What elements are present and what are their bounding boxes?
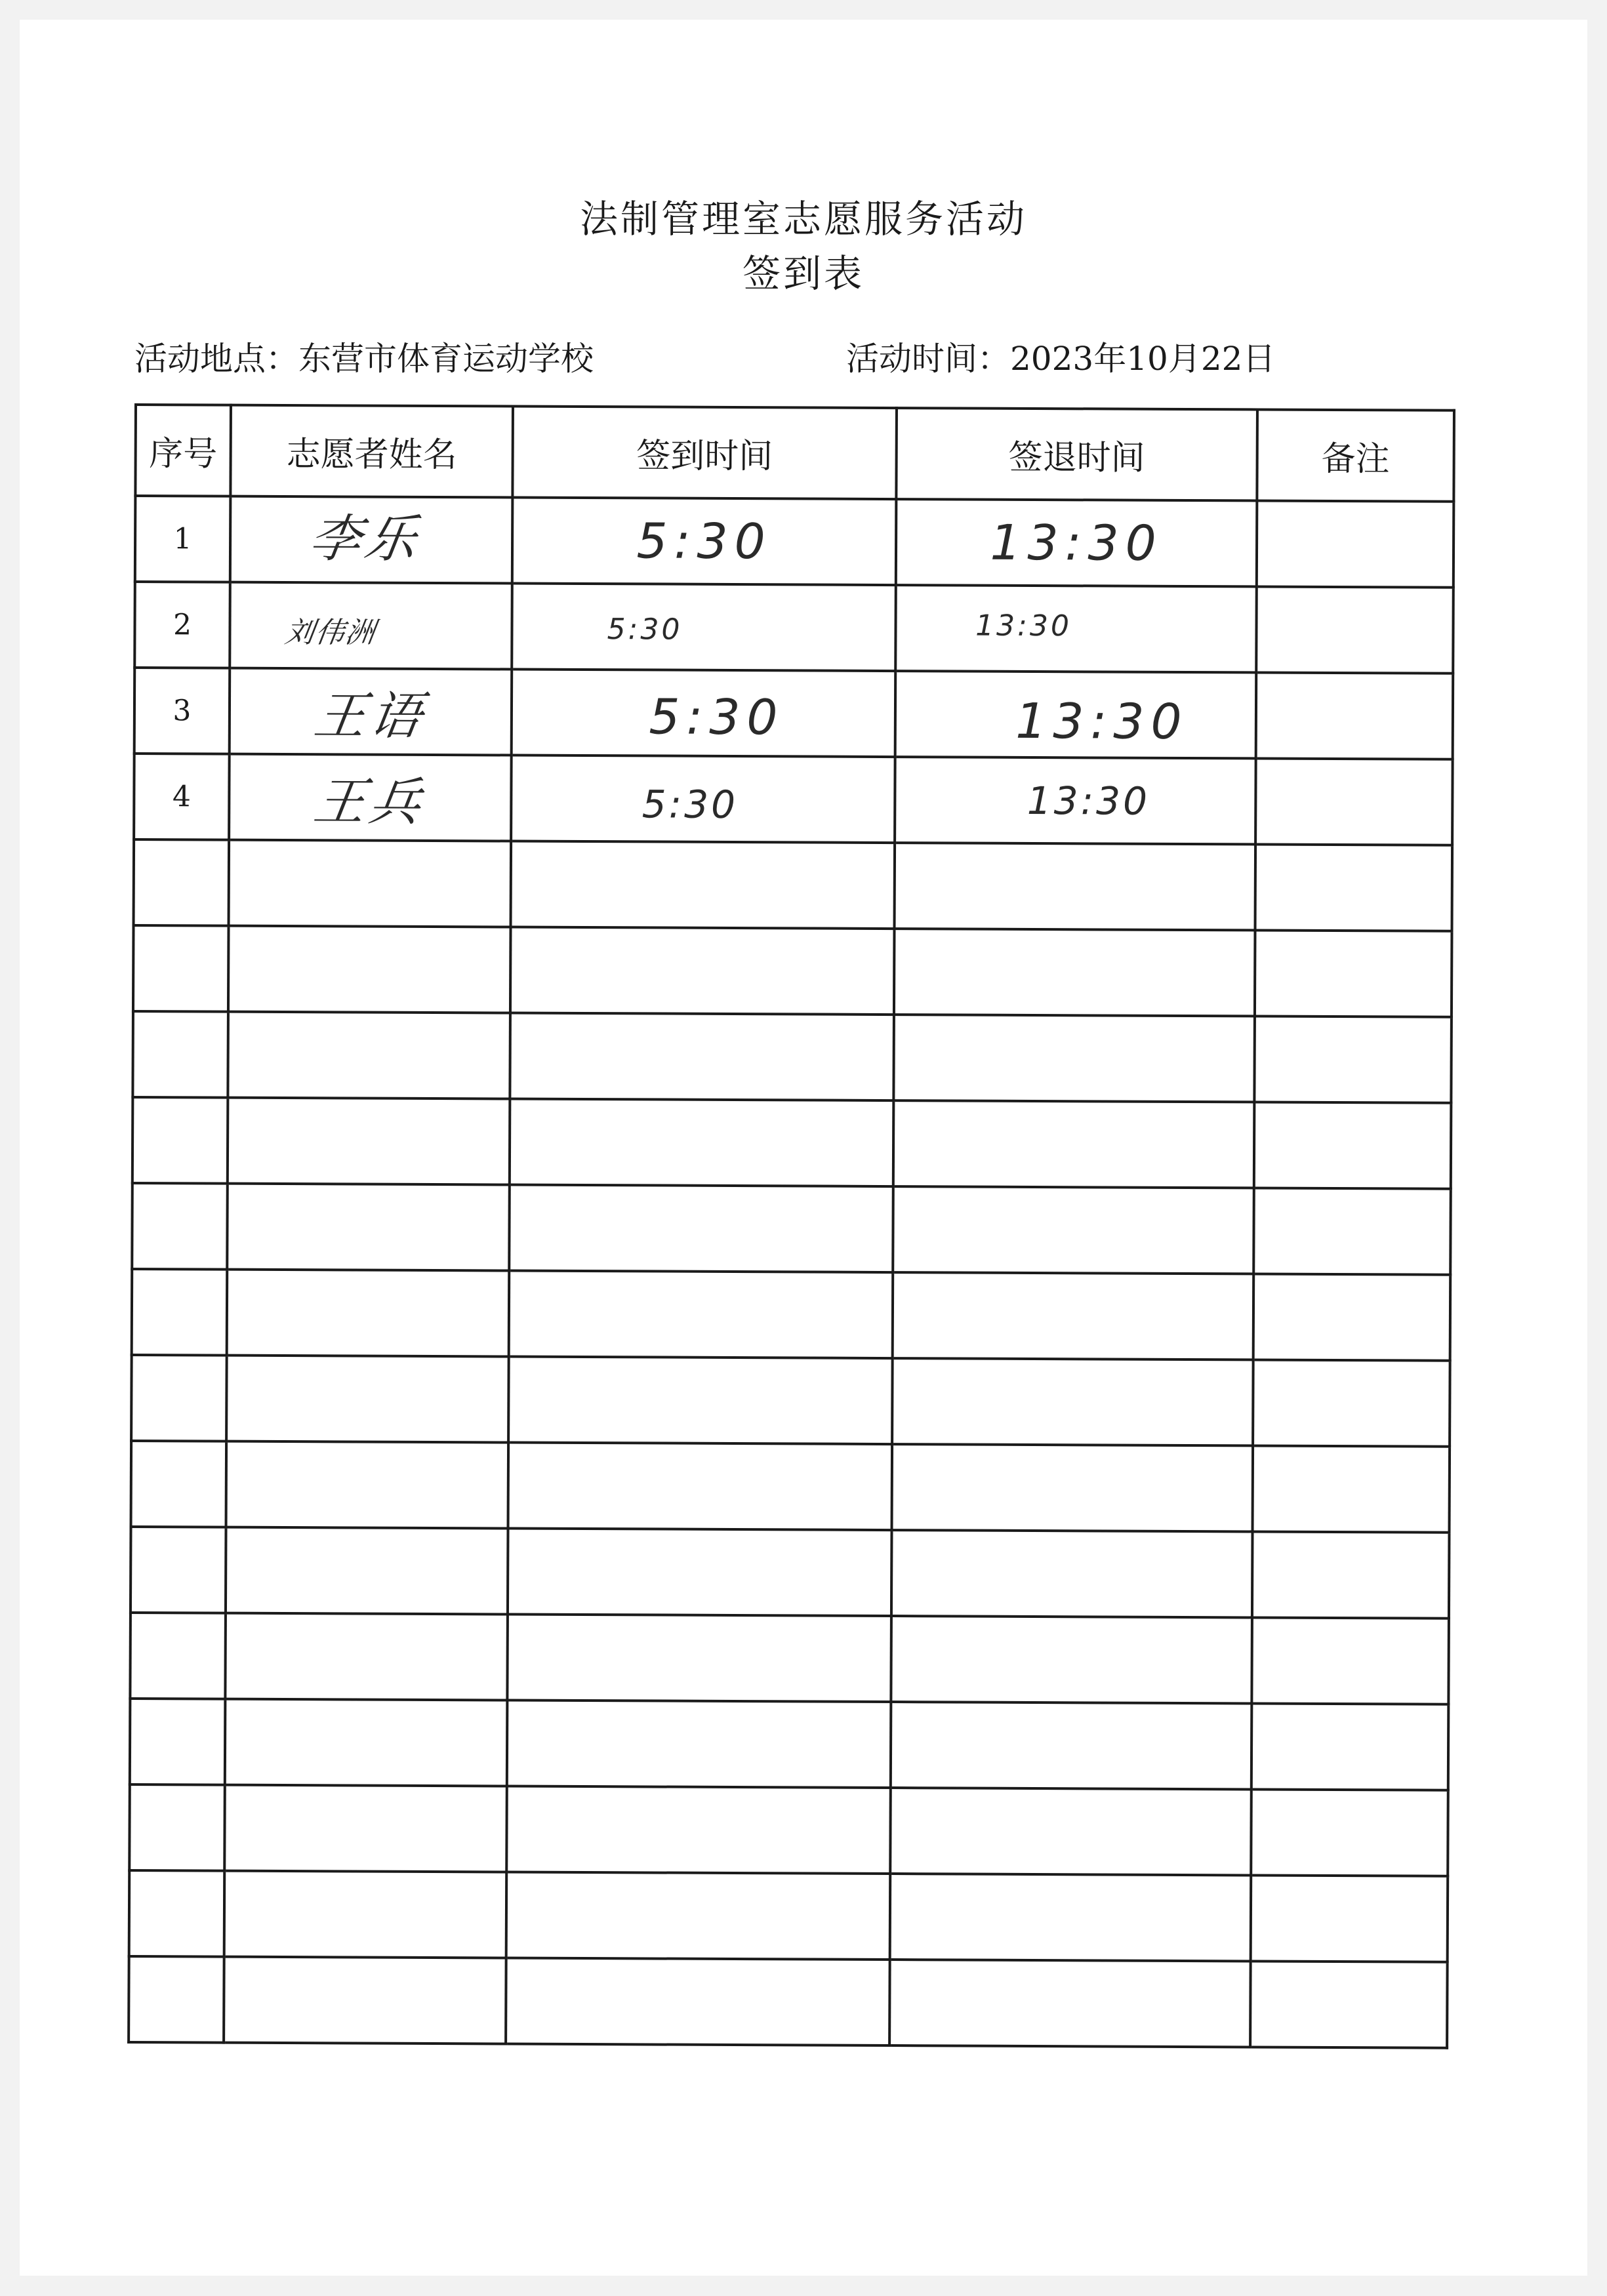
column-header-checkout: 签退时间 xyxy=(896,408,1257,500)
page-subtitle: 签到表 xyxy=(742,251,865,296)
empty-cell xyxy=(229,840,512,927)
handwritten-checkin: 5:30 xyxy=(636,512,772,570)
empty-cell xyxy=(129,1870,225,1957)
empty-cell xyxy=(130,1699,226,1785)
empty-cell xyxy=(227,1270,510,1357)
checkin-cell xyxy=(511,755,895,843)
table-row-empty xyxy=(130,1613,1449,1704)
empty-cell xyxy=(1251,1875,1448,1962)
empty-cell xyxy=(890,1788,1251,1875)
empty-cell xyxy=(510,1099,894,1187)
column-header-name: 志愿者姓名 xyxy=(230,405,513,498)
column-header-note: 备注 xyxy=(1257,409,1454,501)
empty-cell xyxy=(508,1529,892,1617)
empty-cell xyxy=(1254,1016,1452,1102)
table-row-empty xyxy=(133,925,1452,1017)
empty-cell xyxy=(1253,1445,1450,1532)
note-cell xyxy=(1256,672,1454,759)
checkin-cell xyxy=(512,670,896,757)
empty-cell xyxy=(893,1272,1254,1359)
empty-cell xyxy=(133,925,229,1012)
table-row-empty xyxy=(132,1183,1451,1275)
empty-cell xyxy=(893,1015,1255,1102)
empty-cell xyxy=(224,1957,506,2044)
empty-cell xyxy=(1253,1188,1451,1274)
checkin-cell xyxy=(512,498,897,586)
row-seq: 4 xyxy=(134,754,230,840)
volunteer-signature xyxy=(230,668,512,755)
volunteer-signature xyxy=(229,754,512,841)
empty-cell xyxy=(510,927,895,1015)
empty-cell xyxy=(1255,844,1453,931)
empty-cell xyxy=(132,1097,228,1184)
empty-cell xyxy=(892,1444,1253,1531)
empty-cell xyxy=(891,1530,1253,1617)
empty-cell xyxy=(507,1700,891,1788)
empty-cell xyxy=(131,1527,226,1613)
note-cell xyxy=(1256,586,1454,673)
empty-cell xyxy=(228,926,511,1013)
handwritten-checkin: 5:30 xyxy=(641,781,739,827)
handwritten-name: 刘伟洲 xyxy=(283,615,378,650)
handwritten-name: 王兵 xyxy=(310,772,429,832)
empty-cell xyxy=(132,1011,228,1098)
note-cell xyxy=(1257,500,1454,587)
handwritten-checkout: 13:30 xyxy=(990,514,1163,572)
empty-cell xyxy=(1254,1102,1452,1188)
empty-cell xyxy=(508,1357,893,1445)
table-row-empty xyxy=(132,1011,1452,1103)
handwritten-name: 李乐 xyxy=(305,509,424,569)
empty-cell xyxy=(132,1269,228,1356)
activity-date: 活动时间：2023年10月22日 xyxy=(846,340,1276,378)
handwritten-checkin: 5:30 xyxy=(649,688,784,746)
table-row-empty xyxy=(129,1870,1448,1962)
handwritten-name: 王语 xyxy=(310,686,430,746)
empty-cell xyxy=(228,1098,510,1185)
row-seq: 3 xyxy=(134,668,230,754)
empty-cell xyxy=(891,1616,1252,1703)
empty-cell xyxy=(226,1527,508,1615)
empty-cell xyxy=(1251,1617,1449,1704)
handwritten-checkout: 13:30 xyxy=(1015,693,1189,750)
table-row xyxy=(135,496,1454,588)
empty-cell xyxy=(1253,1359,1450,1446)
empty-cell xyxy=(895,843,1256,930)
empty-cell xyxy=(226,1441,509,1529)
empty-cell xyxy=(894,929,1255,1016)
empty-cell xyxy=(510,1013,894,1101)
empty-cell xyxy=(1250,1961,1448,2047)
empty-cell xyxy=(890,1874,1251,1961)
table-row xyxy=(134,582,1454,674)
empty-cell xyxy=(891,1702,1252,1789)
signin-table xyxy=(127,403,1455,2049)
checkout-cell xyxy=(895,671,1257,758)
empty-cell xyxy=(224,1871,507,1958)
empty-cell xyxy=(1251,1703,1449,1790)
empty-cell xyxy=(132,1183,228,1270)
table-row-empty xyxy=(131,1441,1450,1533)
empty-cell xyxy=(129,1784,225,1871)
empty-cell xyxy=(225,1699,508,1786)
table-header-row xyxy=(135,405,1454,502)
empty-cell xyxy=(509,1185,893,1273)
empty-cell xyxy=(129,1956,224,2043)
empty-cell xyxy=(134,839,230,926)
empty-cell xyxy=(506,1958,890,2045)
table-row xyxy=(134,754,1453,845)
empty-cell xyxy=(131,1441,227,1527)
column-header-seq: 序号 xyxy=(135,405,231,496)
empty-cell xyxy=(892,1358,1253,1445)
table-row-empty xyxy=(129,1956,1448,2048)
empty-cell xyxy=(227,1184,510,1271)
checkout-cell xyxy=(895,757,1256,844)
table-row-empty xyxy=(132,1269,1451,1361)
empty-cell xyxy=(1253,1274,1451,1360)
empty-cell xyxy=(893,1186,1254,1274)
checkin-cell xyxy=(512,584,896,672)
table-row xyxy=(134,668,1454,759)
checkout-cell xyxy=(895,585,1257,672)
empty-cell xyxy=(130,1613,226,1699)
empty-cell xyxy=(1251,1789,1448,1876)
page-title: 法制管理室志愿服务活动 xyxy=(579,197,1027,241)
empty-cell xyxy=(225,1613,508,1701)
checkout-cell xyxy=(896,499,1257,586)
empty-cell xyxy=(509,1271,893,1359)
table-row-empty xyxy=(129,1784,1448,1876)
activity-location: 活动地点：东营市体育运动学校 xyxy=(134,340,594,378)
handwritten-checkout: 13:30 xyxy=(975,609,1072,643)
empty-cell xyxy=(226,1356,509,1443)
volunteer-signature xyxy=(230,582,512,670)
table-row-empty xyxy=(130,1699,1449,1790)
table-row-empty xyxy=(131,1355,1450,1447)
empty-cell xyxy=(131,1355,227,1441)
row-seq: 1 xyxy=(135,496,231,582)
empty-cell xyxy=(889,1960,1251,2047)
empty-cell xyxy=(1252,1531,1450,1618)
table-row-empty xyxy=(131,1527,1450,1619)
table-row-empty xyxy=(134,839,1453,931)
handwritten-checkout: 13:30 xyxy=(1027,778,1150,824)
empty-cell xyxy=(1255,930,1452,1017)
row-seq: 2 xyxy=(134,582,230,668)
handwritten-checkin: 5:30 xyxy=(607,613,683,647)
volunteer-signature xyxy=(230,496,513,584)
table-row-empty xyxy=(132,1097,1452,1189)
empty-cell xyxy=(893,1100,1255,1188)
column-header-checkin: 签到时间 xyxy=(512,407,897,500)
empty-cell xyxy=(506,1872,891,1960)
empty-cell xyxy=(228,1012,510,1099)
empty-cell xyxy=(508,1443,893,1531)
empty-cell xyxy=(506,1786,891,1874)
empty-cell xyxy=(224,1785,507,1872)
empty-cell xyxy=(507,1615,891,1702)
empty-cell xyxy=(511,841,895,929)
note-cell xyxy=(1255,758,1453,845)
